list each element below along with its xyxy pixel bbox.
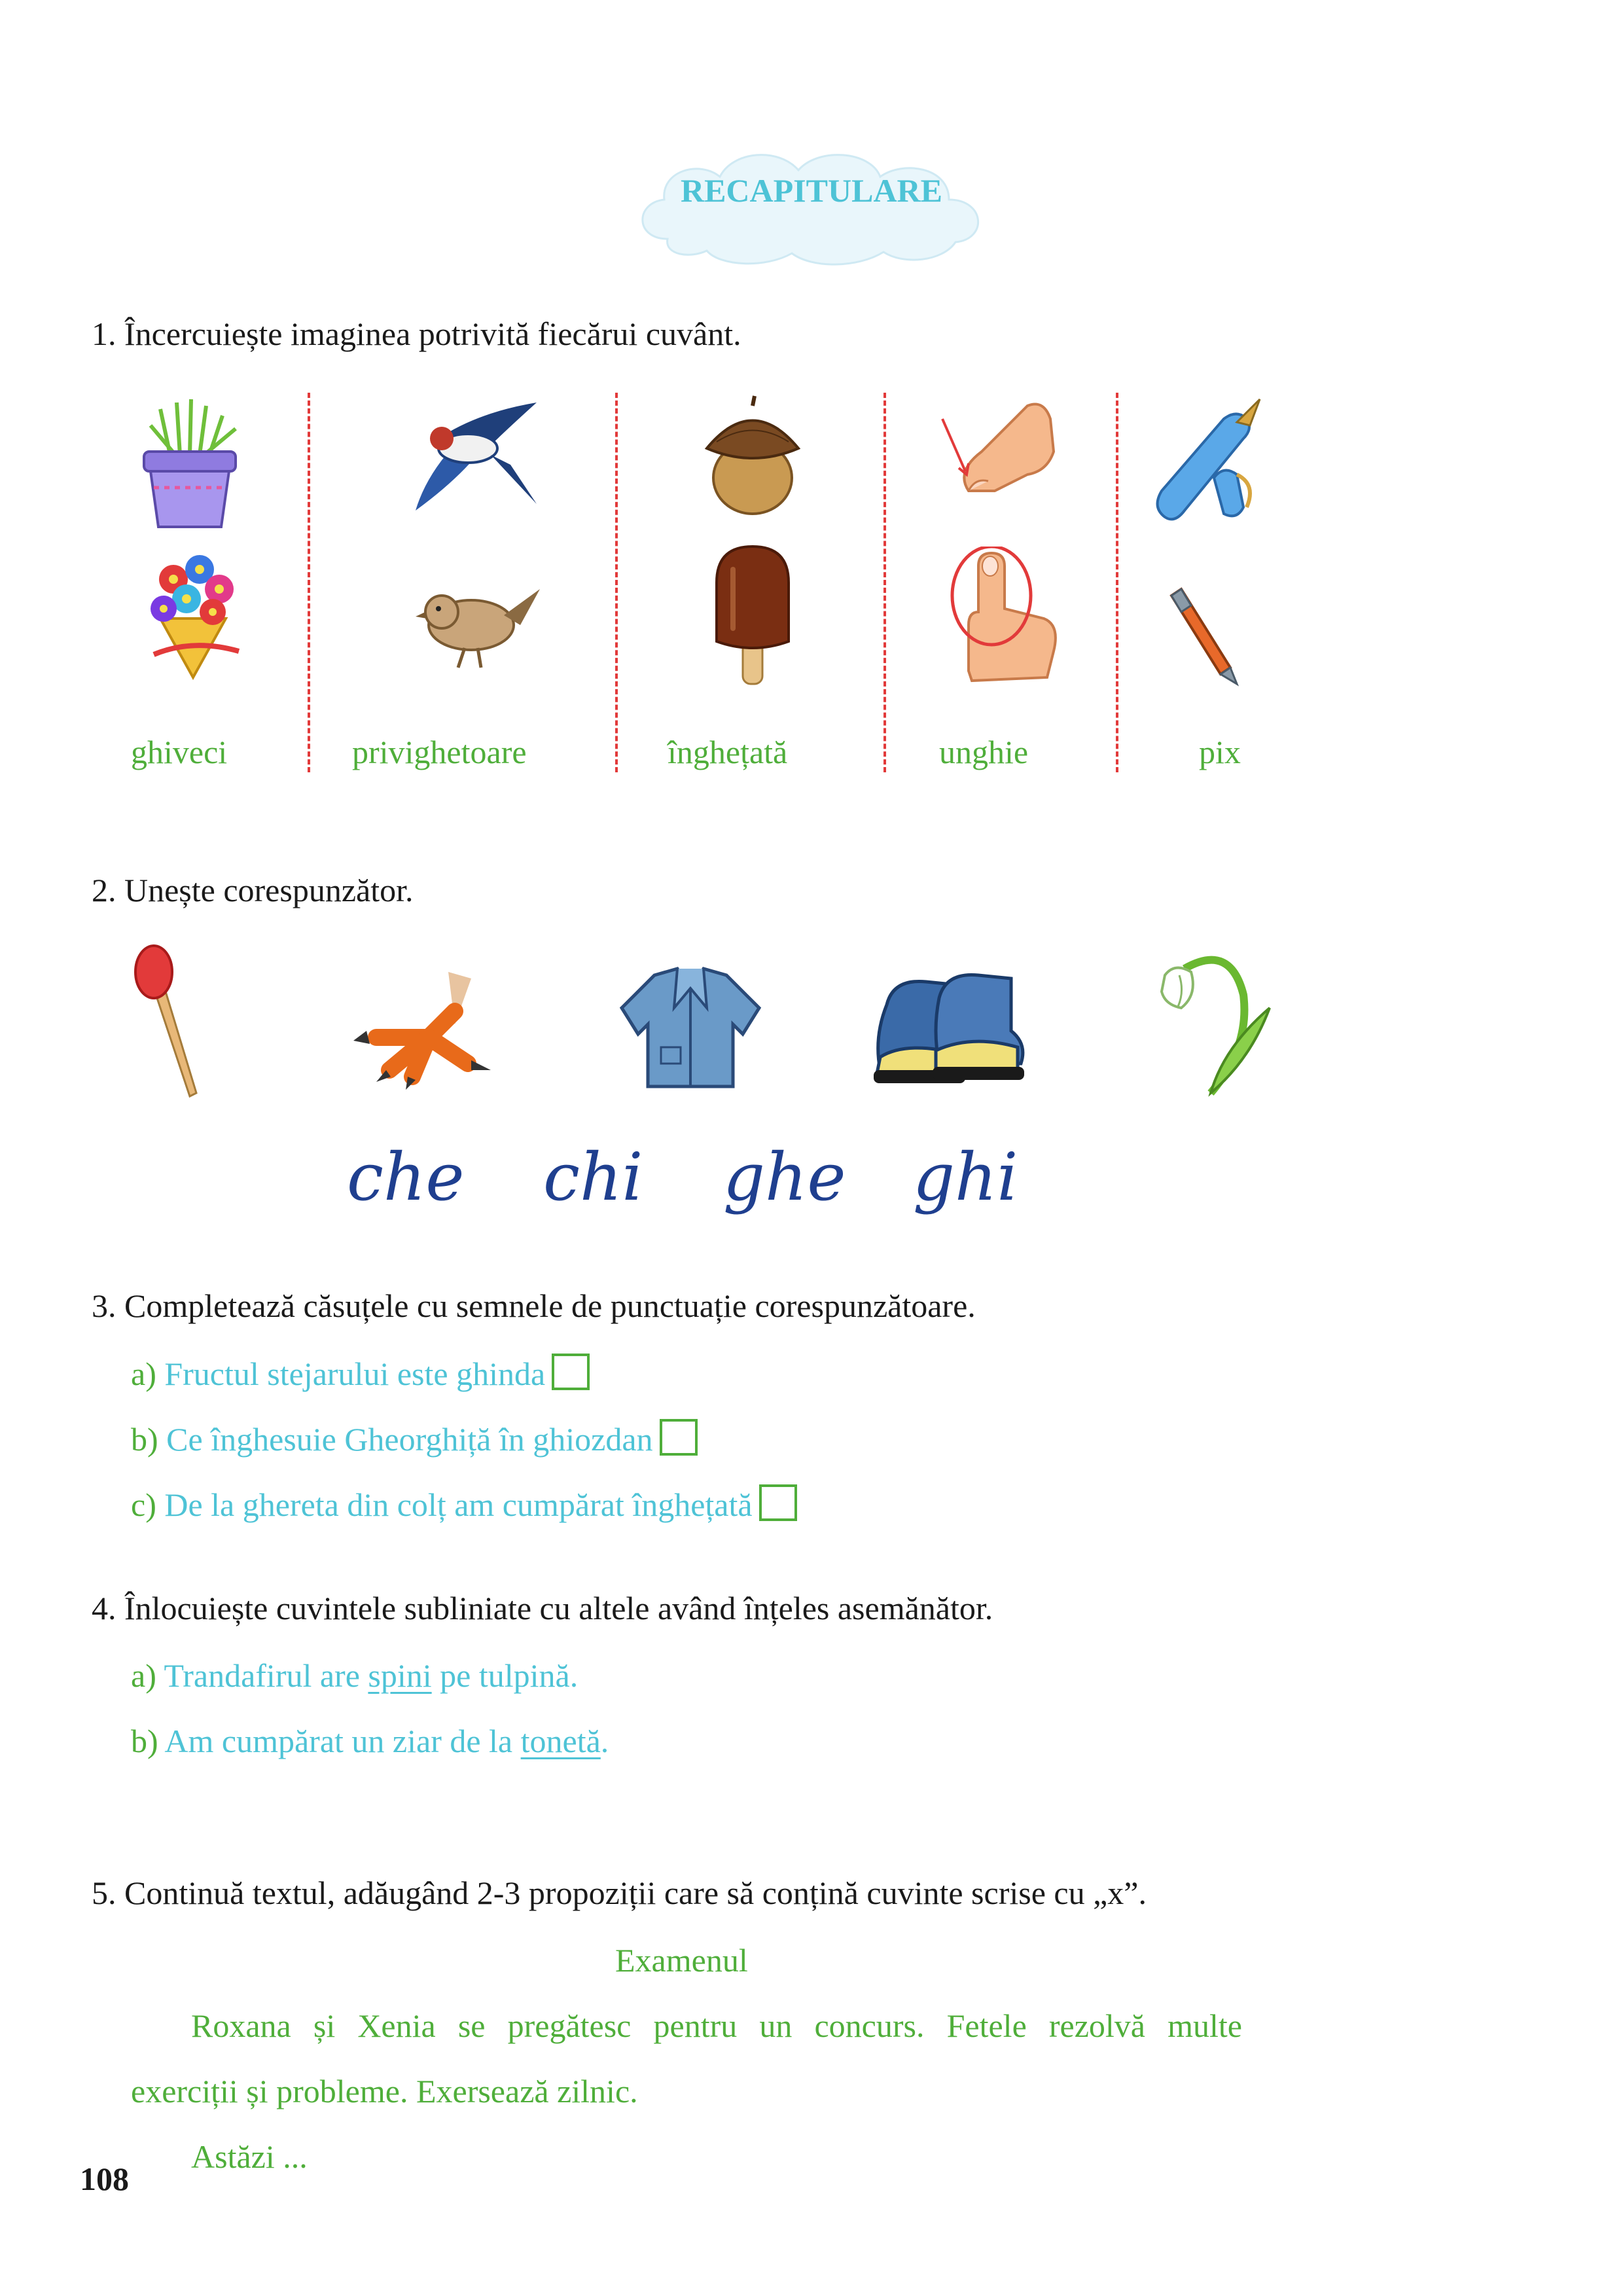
task3-item-a <box>131 1354 590 1393</box>
item-label: b) <box>131 1421 158 1458</box>
story-line-2: exerciții și probleme. Exersează zilnic. <box>131 2073 638 2109</box>
underlined-word-spini[interactable]: spini <box>368 1657 432 1694</box>
column-divider <box>615 393 618 772</box>
punctuation-box-a[interactable] <box>552 1354 590 1390</box>
flower-pot-icon[interactable] <box>131 396 249 533</box>
sentence-b-before: Am cumpărat un ziar de la <box>164 1723 521 1759</box>
snowdrop-icon[interactable] <box>1139 942 1283 1100</box>
word-unghie: unghie <box>939 734 1029 770</box>
word-pix: pix <box>1199 734 1241 770</box>
syllable-chi: chi <box>543 1139 643 1215</box>
sentence-c: De la ghereta din colț am cumpărat înghețată <box>164 1486 753 1523</box>
syllable-che: che <box>347 1139 465 1215</box>
item-label: a) <box>131 1355 156 1392</box>
task5-instruction: 5. Continuă textul, adăugând 2-3 propoziții care să conțină cuvinte scrise cu „x”. <box>92 1874 1147 1911</box>
syllable-ghi: ghi <box>913 1139 1018 1215</box>
item-label: b) <box>131 1723 158 1759</box>
sentence-a-before: Trandafirul are <box>164 1657 368 1694</box>
punctuation-box-b[interactable] <box>660 1419 698 1456</box>
story-line-1: Roxana și Xenia se pregătesc pentru un concurs. Fetele rezolvă multe <box>191 2007 1242 2044</box>
bird-foot-icon[interactable] <box>350 965 507 1090</box>
column-divider <box>883 393 886 772</box>
column-divider <box>1116 393 1118 772</box>
story-line-3: Astăzi ... <box>191 2138 308 2175</box>
task3-item-c <box>131 1484 797 1524</box>
task4-instruction: 4. Înlocuiește cuvintele subliniate cu altele având înțeles asemănător. <box>92 1590 993 1626</box>
task4-item-b <box>131 1721 609 1761</box>
swallow-icon[interactable] <box>412 393 543 517</box>
finger-icon[interactable] <box>929 393 1060 504</box>
sentence-a-after: pe tulpină. <box>431 1657 579 1694</box>
task4-item-a <box>131 1656 578 1695</box>
match-icon[interactable] <box>128 942 206 1100</box>
word-ghiveci: ghiveci <box>131 734 228 770</box>
fountain-pen-icon[interactable] <box>1145 393 1270 530</box>
page-number: 108 <box>80 2161 129 2197</box>
sentence-b: Ce înghesuie Gheorghiță în ghiozdan <box>166 1421 653 1458</box>
punctuation-box-c[interactable] <box>759 1484 797 1521</box>
sparrow-icon[interactable] <box>412 576 543 674</box>
sentence-a: Fructul stejarului este ghinda <box>164 1355 546 1392</box>
item-label: c) <box>131 1486 156 1523</box>
task1-instruction: 1. Încercuiește imaginea potrivită fiecărui cuvânt. <box>92 315 741 352</box>
ballpoint-pen-icon[interactable] <box>1165 583 1243 687</box>
task2-instruction: 2. Unește corespunzător. <box>92 872 414 908</box>
fingernail-icon[interactable] <box>933 547 1063 684</box>
item-label: a) <box>131 1657 156 1694</box>
task3-item-b <box>131 1419 698 1459</box>
word-privighetoare: privighetoare <box>352 734 527 770</box>
acorn-icon[interactable] <box>697 393 808 517</box>
bouquet-icon[interactable] <box>134 547 252 684</box>
page-title: RECAPITULARE <box>680 172 943 209</box>
column-divider <box>308 393 310 772</box>
ice-cream-icon[interactable] <box>704 543 802 687</box>
word-inghetata: înghețată <box>668 734 788 770</box>
syllable-ghe: ghe <box>723 1139 846 1215</box>
boots-icon[interactable] <box>867 959 1044 1090</box>
story-title: Examenul <box>615 1942 748 1979</box>
underlined-word-toneta[interactable]: tonetă <box>520 1723 601 1759</box>
task3-instruction: 3. Completează căsuțele cu semnele de punctuație corespunzătoare. <box>92 1287 976 1324</box>
sentence-b-after: . <box>600 1723 609 1759</box>
jacket-icon[interactable] <box>615 962 766 1093</box>
